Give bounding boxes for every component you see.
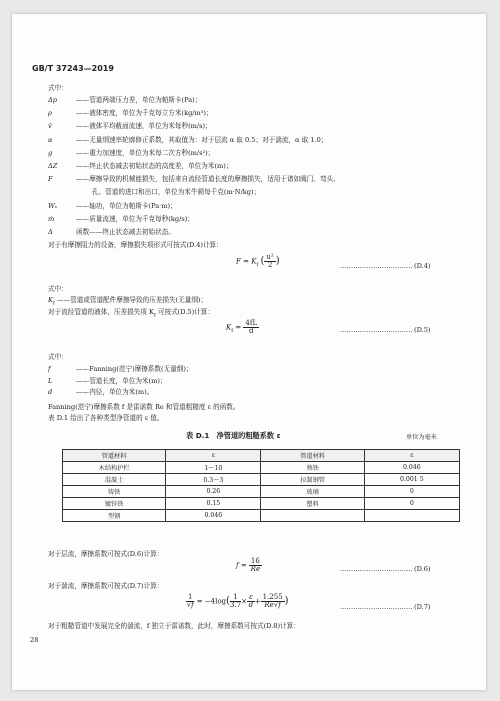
symbol: v̄ xyxy=(48,122,52,131)
paragraph-d6: 对于层流，摩擦系数可按式(D.6)计算： xyxy=(48,550,164,558)
table-cell: 熟铁 xyxy=(261,462,364,474)
table-row xyxy=(63,486,460,498)
table-header-cell: ε xyxy=(364,450,459,462)
table-header-cell: 管道材料 xyxy=(261,450,364,462)
table-row xyxy=(63,498,460,510)
table-cell: 0.3～3 xyxy=(166,474,261,486)
equation-d7: $\frac{1}{√f}$ = −4log( $\frac{1}{3.7}$ × $\frac{\varepsilon}{d}$ + $\frac{1.255}{Re√f}$ ) xyxy=(186,593,289,609)
table-header-cell: ε xyxy=(166,450,261,462)
table-cell: 1～10 xyxy=(166,462,261,474)
equation-d5-leader: …………………………… xyxy=(340,326,413,334)
symbol: α xyxy=(48,135,53,144)
symbol-definition: 函数——终止状态减去初始状态。 xyxy=(76,228,175,236)
paragraph-d4: 对于有摩擦阻力的设备，摩擦损失项形式可按式(D.4)计算： xyxy=(48,241,223,249)
table-cell: 0.26 xyxy=(166,486,261,498)
symbol-definition: ——液体平均截面流速，单位为米每秒(m/s)； xyxy=(76,122,212,131)
symbol: ΔZ xyxy=(48,162,58,170)
table-cell: 0.15 xyxy=(166,498,261,510)
symbol-definition: ——Fanning(范宁)摩擦系数(无量纲)； xyxy=(76,365,193,373)
paragraph-fanning-2: 表 D.1 给出了各种类型净管道的 ε 值。 xyxy=(48,414,164,422)
symbol-definition: ——管道两端压力差，单位为帕斯卡(Pa)； xyxy=(76,96,202,104)
equation-d5: $K_f$ = $\frac{4fL}{d}$ xyxy=(226,319,258,335)
symbol: F xyxy=(48,175,53,184)
paragraph-d7: 对于湍流，摩擦系数可按式(D.7)计算： xyxy=(48,582,164,590)
table-cell xyxy=(364,510,459,522)
table-cell: 塑料 xyxy=(261,498,364,510)
paragraph-d5: 对于流经管道的液体，压差损失项 $K_f$ 可按式(D.5)计算： xyxy=(48,308,214,319)
paragraph-fanning-1: Fanning(范宁)摩擦系数 f 是雷诺数 Re 和管道粗糙度 ε 的函数。 xyxy=(48,403,240,411)
symbol-definition: ——终止状态减去初始状态的高度差，单位为米(m)； xyxy=(76,162,233,170)
table-row xyxy=(63,474,460,486)
table-cell: 混凝土 xyxy=(63,474,166,486)
equation-d4: $F = K_f$ ( $\frac{\text{u²}}{2}$ ) xyxy=(236,253,280,269)
symbol-definition: ——液体密度，单位为千克每立方米(kg/m³)； xyxy=(76,109,213,118)
table-unit: 单位为毫米 xyxy=(406,434,437,441)
symbol-definition: ——重力加速度，单位为米每二次方秒(m/s²)； xyxy=(76,148,215,157)
symbol: Wₛ xyxy=(48,201,57,210)
symbol: f xyxy=(48,365,51,373)
table-cell: 木结构护栏 xyxy=(63,462,166,474)
roughness-table xyxy=(62,449,460,522)
standard-number: GB/T 37243—2019 xyxy=(32,64,114,73)
symbol: ṁ xyxy=(48,214,55,223)
equation-d7-leader: …………………………… xyxy=(340,603,413,611)
symbol-definition: 孔、管道的进口和出口，单位为米牛顿每千克(m·N/kg)； xyxy=(92,188,261,197)
symbol: Δ xyxy=(48,228,53,236)
equation-d6: f = $\frac{16}{Re}$ xyxy=(236,557,261,573)
equation-d4-number: (D.4) xyxy=(414,262,431,270)
table-cell: 0.046 xyxy=(166,510,261,522)
table-cell: 铸铁 xyxy=(63,486,166,498)
symbol-definition: ——质量流速，单位为千克每秒(kg/s)； xyxy=(76,214,194,223)
table-cell xyxy=(261,510,364,522)
equation-d7-number: (D.7) xyxy=(414,603,431,611)
symbol-definition: ——摩擦导致的机械能损失，包括来自流经管道长度的摩擦损失，适用于诸如阀门、弯头、 xyxy=(76,175,340,184)
where-label: 式中： xyxy=(48,84,68,92)
equation-d6-leader: …………………………… xyxy=(340,565,413,573)
table-row xyxy=(63,510,460,522)
symbol-definition: ——管道长度，单位为米(m)； xyxy=(76,376,167,385)
table-cell: 0.046 xyxy=(364,462,459,474)
table-cell: 拉制钢管 xyxy=(261,474,364,486)
where-label-3: 式中： xyxy=(48,353,68,361)
equation-d4-leader: …………………………… xyxy=(340,262,413,270)
table-cell: 型钢 xyxy=(63,510,166,522)
symbol-definition: ——轴功，单位为帕斯卡(Pa·m)； xyxy=(76,201,177,210)
page-number: 28 xyxy=(30,636,39,644)
symbol-definition: ——内径，单位为米(m)。 xyxy=(76,388,154,396)
symbol: g xyxy=(48,148,53,157)
table-row xyxy=(63,462,460,474)
symbol: d xyxy=(48,388,53,396)
paragraph-d8: 对于粗糙管道中发展完全的湍流，f 独立于雷诺数，此时，摩擦系数可按式(D.8)计算： xyxy=(48,622,300,630)
symbol: Δp xyxy=(48,96,57,104)
where-label-2: 式中： xyxy=(48,285,68,293)
table-cell: 镀锌铁 xyxy=(63,498,166,510)
table-cell: 0.001 5 xyxy=(364,474,459,486)
kf-definition: $K_f$ ——管道或管道配件摩擦导致的压差损失(无量纲)； xyxy=(48,296,208,307)
equation-d5-number: (D.5) xyxy=(414,326,431,334)
table-header-cell: 管道材料 xyxy=(63,450,166,462)
table-title: 表 D.1 净管道的粗糙系数 ε xyxy=(186,431,281,440)
symbol: L xyxy=(48,376,53,385)
symbol-definition: ——无量纲速率轮廓修正系数，其取值为：对于层流 α 取 0.5；对于湍流，α 取 1.0； xyxy=(76,135,328,144)
table-cell: 玻璃 xyxy=(261,486,364,498)
table-cell: 0 xyxy=(364,486,459,498)
table-cell: 0 xyxy=(364,498,459,510)
equation-d6-number: (D.6) xyxy=(414,565,431,573)
symbol: ρ xyxy=(48,109,52,118)
table-header-row xyxy=(63,450,460,462)
